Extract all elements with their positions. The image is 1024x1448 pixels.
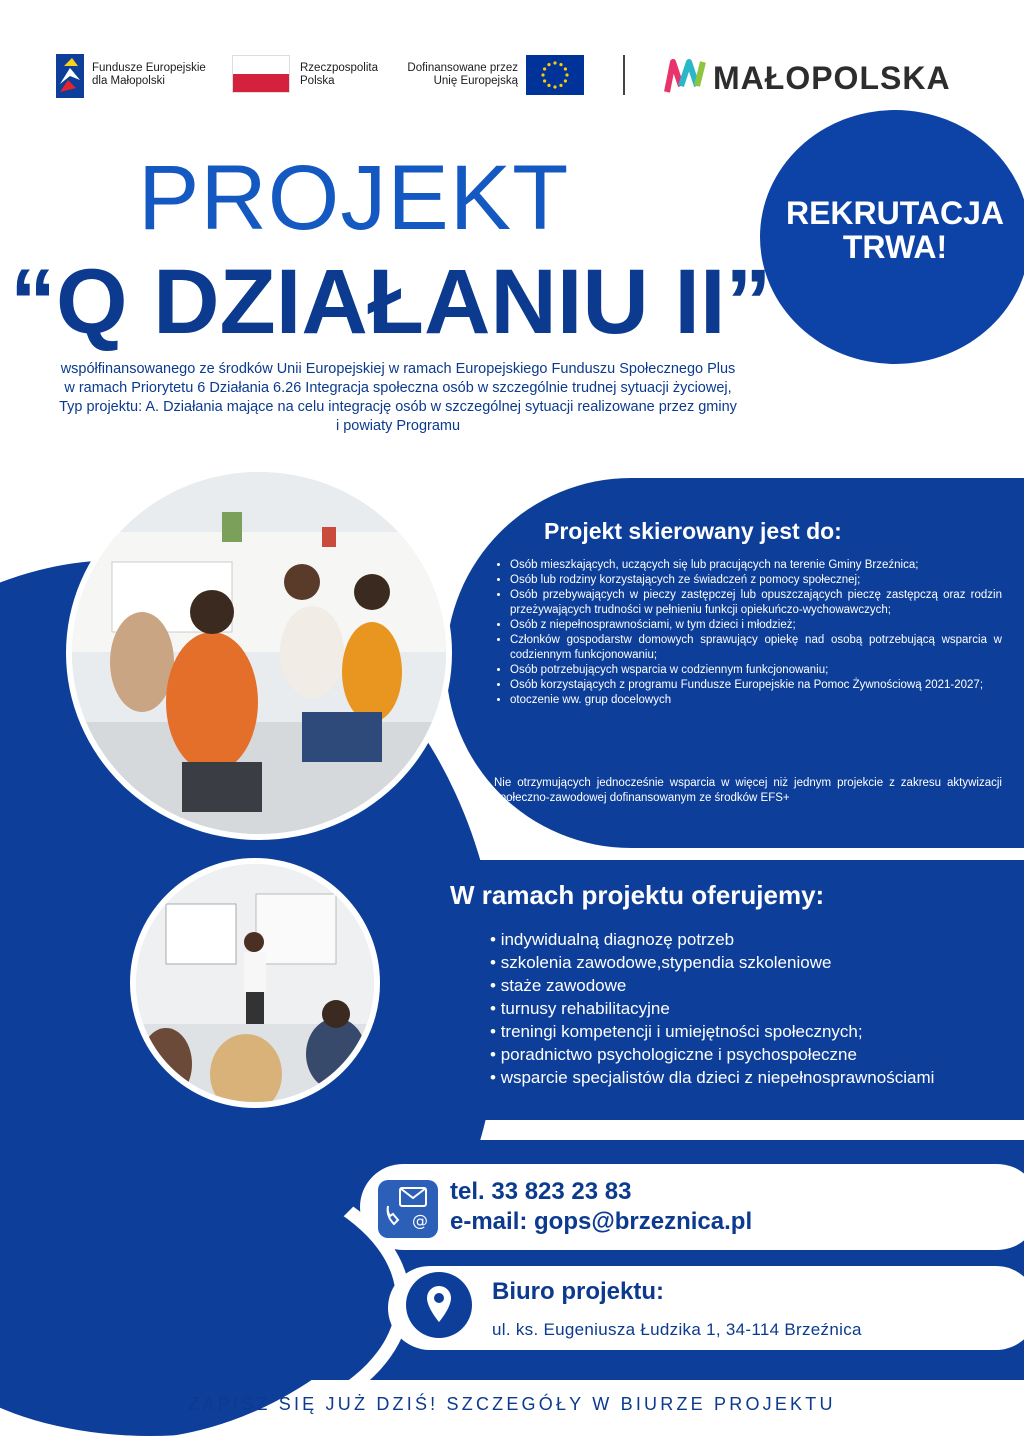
phone-number[interactable]: tel. 33 823 23 83 bbox=[450, 1178, 632, 1205]
offer-list bbox=[490, 928, 1010, 1089]
list-item: • Osób potrzebujących wsparcia w codziennym funkcjonowaniu; bbox=[510, 663, 1002, 678]
contact-pill bbox=[360, 1164, 1024, 1250]
office-heading: Biuro projektu: bbox=[492, 1278, 664, 1305]
target-list bbox=[496, 558, 1002, 708]
group-meeting-photo bbox=[66, 466, 452, 840]
eu-flag-icon bbox=[526, 55, 584, 95]
funding-description: współfinansowanego ze środków Unii Europejskiej w ramach Europejskiego Funduszu Społecznego Plus w ramach Priorytetu 6 Działania 6.26 Integracja społeczna osób w szczególnie trudnej sytuacji życiowej, Typ projektu: A. Działania mające na celu integrację osób w szczególnej sytuacji realizowane przez gminy i powiaty Programu bbox=[59, 361, 737, 434]
list-item: • Osób korzystających z programu Fundusze Europejskie na Pomoc Żywnościową 2021-2027; bbox=[510, 678, 1002, 693]
list-item: • turnusy rehabilitacyjne bbox=[490, 997, 1010, 1020]
svg-text:@: @ bbox=[412, 1211, 428, 1230]
list-item: • indywidualną diagnozę potrzeb bbox=[490, 928, 1010, 951]
list-item: • poradnictwo psychologiczne i psychospołeczne bbox=[490, 1043, 1010, 1066]
list-item: • Osób z niepełnosprawnościami, w tym dzieci i młodzież; bbox=[510, 618, 1002, 633]
footer-cta: ZAPISZ SIĘ JUŻ DZIŚ! SZCZEGÓŁY W BIURZE PROJEKTU bbox=[188, 1394, 836, 1414]
malopolska-logo-icon bbox=[663, 56, 707, 96]
list-item: • Osób mieszkających, uczących się lub pracujących na terenie Gminy Brzeźnica; bbox=[510, 558, 1002, 573]
list-item: • szkolenia zawodowe,stypendia szkoleniowe bbox=[490, 951, 1010, 974]
email-address[interactable]: e-mail: gops@brzeznica.pl bbox=[450, 1208, 753, 1235]
contact-icon bbox=[378, 1180, 438, 1238]
rp-logo-text: Rzeczpospolita Polska bbox=[300, 62, 378, 87]
target-note: Nie otrzymujących jednocześnie wsparcia w więcej niż jednym projekcie z zakresu aktywizacji społeczno-zawodowej dofinansowanym ze środków EFS+ bbox=[494, 777, 1002, 804]
training-photo bbox=[130, 858, 380, 1108]
malopolska-logo-text: MAŁOPOLSKA bbox=[713, 60, 951, 96]
office-address: ul. ks. Eugeniusza Łudzika 1, 34-114 Brzeźnica bbox=[492, 1320, 862, 1339]
eu-cofund-text: Dofinansowane przez Unię Europejską bbox=[407, 62, 518, 87]
list-item: • treningi kompetencji i umiejętności społecznych; bbox=[490, 1020, 1010, 1043]
list-item: • staże zawodowe bbox=[490, 974, 1010, 997]
eu-funds-icon bbox=[56, 54, 84, 98]
list-item: • Osób przebywających w pieczy zastępczej lub opuszczających pieczę zastępczą oraz rodzin przeżywających trudności w pełnieniu funkcji opiekuńczo-wychowawczych; bbox=[510, 588, 1002, 618]
title-projekt: PROJEKT bbox=[138, 147, 570, 249]
offer-heading: W ramach projektu oferujemy: bbox=[450, 880, 825, 910]
project-name: “Q DZIAŁANIU II” bbox=[10, 251, 772, 353]
list-item: • Osób lub rodziny korzystających ze świadczeń z pomocy społecznej; bbox=[510, 573, 1002, 588]
poland-flag-icon bbox=[232, 55, 290, 93]
logo-separator bbox=[623, 55, 625, 95]
target-heading: Projekt skierowany jest do: bbox=[544, 518, 842, 544]
list-item: • otoczenie ww. grup docelowych bbox=[510, 693, 1002, 708]
logo-bar bbox=[0, 40, 1024, 120]
list-item: • Członków gospodarstw domowych sprawujący opiekę nad osobą potrzebującą wsparcia w codziennym funkcjonowaniu; bbox=[510, 633, 1002, 663]
list-item: • wsparcie specjalistów dla dzieci z niepełnosprawnościami bbox=[490, 1066, 1010, 1089]
fe-logo-text: Fundusze Europejskie dla Małopolski bbox=[92, 62, 206, 87]
location-pin-icon bbox=[406, 1272, 472, 1338]
recruitment-badge-text: REKRUTACJA TRWA! bbox=[785, 195, 1005, 265]
